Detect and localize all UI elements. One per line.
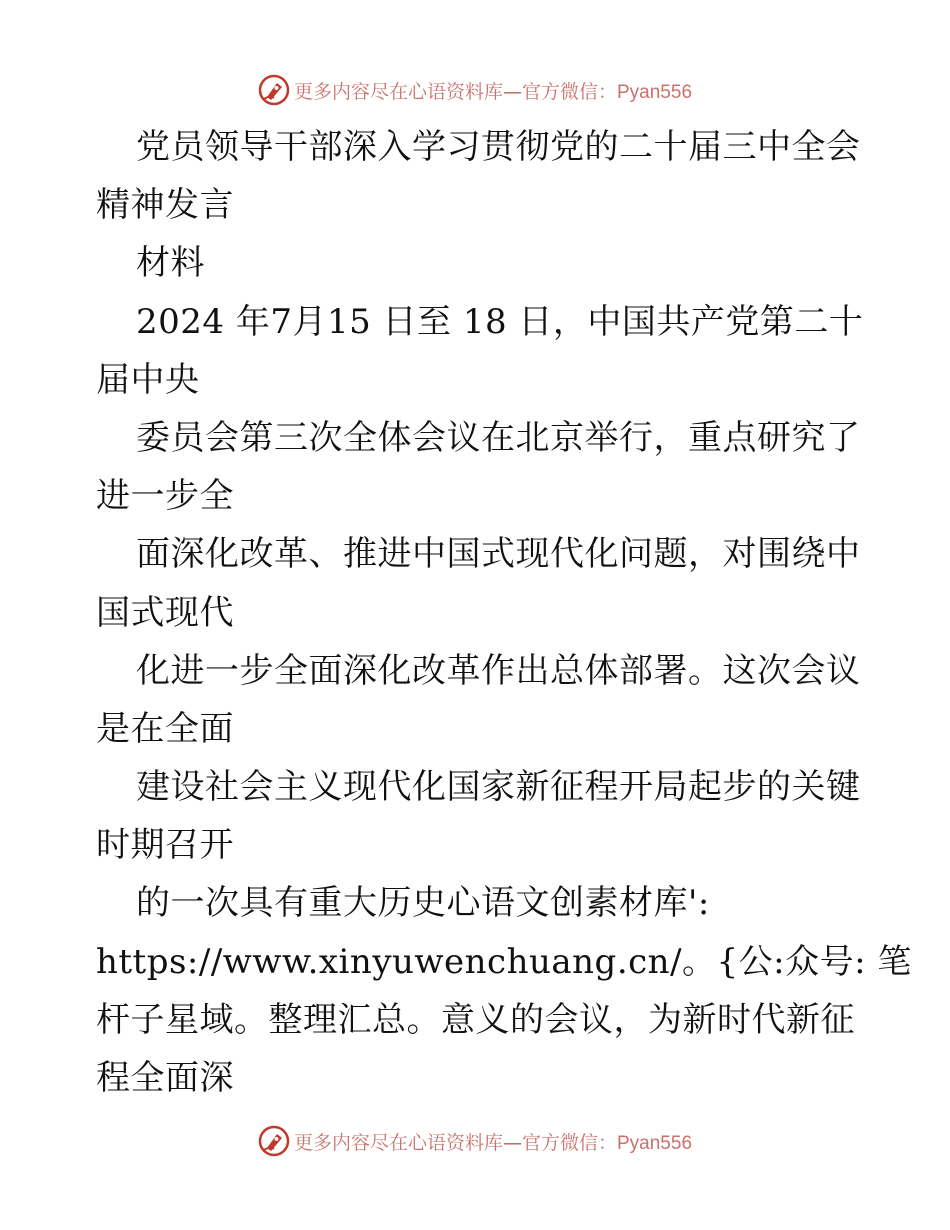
footer-banner bbox=[0, 1121, 950, 1161]
header-banner-text bbox=[294, 77, 692, 104]
footer-banner-text bbox=[294, 1128, 692, 1155]
doc-line: 杆子星域。整理汇总。意义的会议，为新时代新征 bbox=[96, 999, 855, 1040]
doc-line-url: https://www.xinyuwenchuang.cn/。{公:众号: 笔 bbox=[96, 941, 912, 982]
header-banner-main: 更多内容尽在心语资料库 bbox=[293, 80, 503, 103]
footer-banner-handle: Pyan556 bbox=[617, 1132, 693, 1154]
pen-nib-logo-icon bbox=[258, 1125, 290, 1157]
doc-line: 届中央 bbox=[96, 359, 200, 400]
doc-line: 的一次具有重大历史心语文创素材库': bbox=[136, 883, 710, 924]
doc-line: 面深化改革、推进中国式现代化问题，对围绕中 bbox=[136, 534, 861, 575]
document-body bbox=[96, 118, 912, 1107]
doc-line: 进一步全 bbox=[96, 476, 234, 517]
doc-line: 国式现代 bbox=[96, 592, 234, 633]
doc-line: 党员领导干部深入学习贯彻党的二十届三中全会 bbox=[136, 127, 861, 167]
doc-line: 建设社会主义现代化国家新征程开局起步的关键 bbox=[136, 767, 861, 808]
header-banner-wechat: 官方微信： bbox=[521, 80, 617, 103]
doc-line: 委员会第三次全体会议在北京举行，重点研究了 bbox=[136, 417, 861, 458]
pen-nib-logo-icon bbox=[258, 74, 290, 106]
doc-line: 2024 年7月15 日至 18 日，中国共产党第二十 bbox=[136, 301, 864, 342]
header-banner bbox=[0, 70, 950, 110]
header-banner-handle: Pyan556 bbox=[617, 81, 693, 103]
footer-banner-dash: — bbox=[502, 1131, 522, 1154]
header-banner-dash: — bbox=[502, 80, 522, 103]
doc-line: 时期召开 bbox=[96, 825, 234, 866]
doc-line: 程全面深 bbox=[96, 1058, 234, 1098]
doc-line: 精神发言 bbox=[96, 185, 234, 226]
doc-line: 材料 bbox=[136, 243, 205, 284]
doc-line: 是在全面 bbox=[96, 708, 234, 749]
footer-banner-wechat: 官方微信： bbox=[521, 1131, 617, 1154]
footer-banner-main: 更多内容尽在心语资料库 bbox=[293, 1131, 503, 1154]
doc-line: 化进一步全面深化改革作出总体部署。这次会议 bbox=[136, 650, 861, 691]
